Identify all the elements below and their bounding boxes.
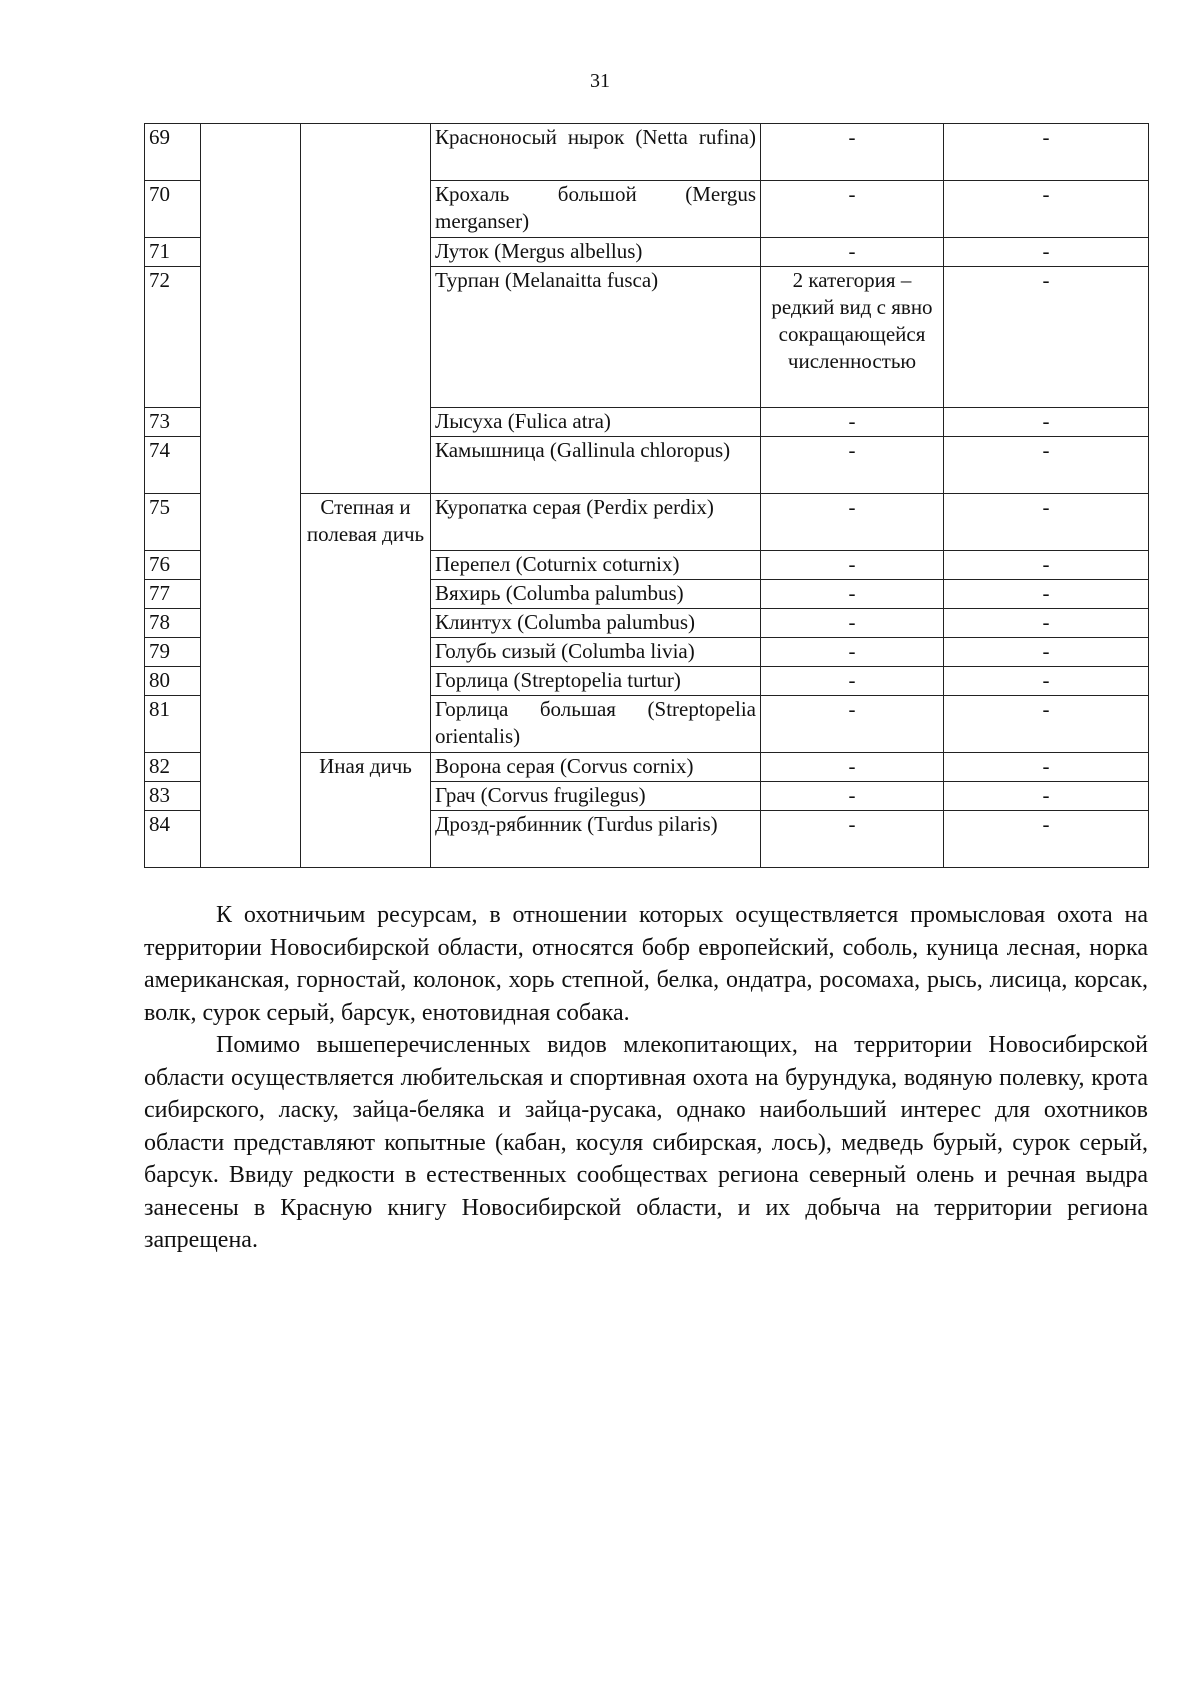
note-cell: - [944, 811, 1149, 868]
note-cell: - [944, 267, 1149, 408]
status-cell: 2 категория – редкий вид с явно сокращающейся численностью [761, 267, 944, 408]
status-cell: - [761, 696, 944, 753]
species-name: Горлица большая (Streptopelia orientalis) [431, 696, 761, 753]
status-cell: - [761, 667, 944, 696]
status-cell: - [761, 124, 944, 181]
note-cell: - [944, 580, 1149, 609]
row-number: 69 [145, 124, 201, 181]
species-name: Горлица (Streptopelia turtur) [431, 667, 761, 696]
group-label-other: Иная дичь [301, 753, 431, 868]
row-number: 76 [145, 551, 201, 580]
note-cell: - [944, 494, 1149, 551]
status-cell: - [761, 580, 944, 609]
species-name: Куропатка серая (Perdix perdix) [431, 494, 761, 551]
note-cell: - [944, 551, 1149, 580]
note-cell: - [944, 696, 1149, 753]
species-name: Клинтух (Columba palumbus) [431, 609, 761, 638]
table-row [145, 124, 1149, 181]
row-number: 81 [145, 696, 201, 753]
row-number: 70 [145, 181, 201, 238]
status-cell: - [761, 238, 944, 267]
row-number: 73 [145, 408, 201, 437]
species-name: Грач (Corvus frugilegus) [431, 782, 761, 811]
species-name: Крохаль большой (Mergus merganser) [431, 181, 761, 238]
status-cell: - [761, 551, 944, 580]
species-name: Луток (Mergus albellus) [431, 238, 761, 267]
row-number: 79 [145, 638, 201, 667]
status-cell: - [761, 437, 944, 494]
group-label-steppe: Степная и полевая дичь [301, 494, 431, 753]
note-cell: - [944, 408, 1149, 437]
category-cell [201, 124, 301, 868]
note-cell: - [944, 638, 1149, 667]
note-cell: - [944, 782, 1149, 811]
row-number: 83 [145, 782, 201, 811]
species-table [144, 123, 1149, 868]
row-number: 74 [145, 437, 201, 494]
status-cell: - [761, 494, 944, 551]
species-name: Красноносый нырок (Netta rufina) [431, 124, 761, 181]
note-cell: - [944, 181, 1149, 238]
status-cell: - [761, 753, 944, 782]
row-number: 84 [145, 811, 201, 868]
note-cell: - [944, 667, 1149, 696]
row-number: 75 [145, 494, 201, 551]
row-number: 82 [145, 753, 201, 782]
species-name: Ворона серая (Corvus cornix) [431, 753, 761, 782]
page-number: 31 [590, 70, 610, 92]
status-cell: - [761, 782, 944, 811]
row-number: 72 [145, 267, 201, 408]
status-cell: - [761, 609, 944, 638]
paragraph: Помимо вышеперечисленных видов млекопитающих, на территории Новосибирской области осуществляется любительская и спортивная охота на бурундука, водяную полевку, крота сибирского, ласку, зайца-беляка и зайца-русака, однако наибольший интерес для охотников области представляют копытные (кабан, косуля сибирская, лось), медведь бурый, сурок серый, барсук. Ввиду редкости в естественных сообществах региона северный олень и речная выдра занесены в Красную книгу Новосибирской области, и их добыча на территории региона запрещена. [144, 1032, 1148, 1253]
species-name: Дрозд-рябинник (Turdus pilaris) [431, 811, 761, 868]
row-number: 80 [145, 667, 201, 696]
species-name: Лысуха (Fulica atra) [431, 408, 761, 437]
status-cell: - [761, 181, 944, 238]
body-text [144, 899, 1148, 1257]
note-cell: - [944, 124, 1149, 181]
group-cell [301, 124, 431, 494]
note-cell: - [944, 437, 1149, 494]
status-cell: - [761, 811, 944, 868]
species-name: Голубь сизый (Columba livia) [431, 638, 761, 667]
row-number: 71 [145, 238, 201, 267]
species-name: Вяхирь (Columba palumbus) [431, 580, 761, 609]
paragraph: К охотничьим ресурсам, в отношении которых осуществляется промысловая охота на территории Новосибирской области, относятся бобр европейский, соболь, куница лесная, норка американская, горностай, колонок, хорь степной, белка, ондатра, росомаха, рысь, лисица, корсак, волк, сурок серый, барсук, енотовидная собака. [144, 902, 1148, 1026]
species-name: Камышница (Gallinula chloropus) [431, 437, 761, 494]
row-number: 77 [145, 580, 201, 609]
status-cell: - [761, 408, 944, 437]
species-name: Турпан (Melanaitta fusca) [431, 267, 761, 408]
status-cell: - [761, 638, 944, 667]
note-cell: - [944, 609, 1149, 638]
species-name: Перепел (Coturnix coturnix) [431, 551, 761, 580]
note-cell: - [944, 753, 1149, 782]
row-number: 78 [145, 609, 201, 638]
note-cell: - [944, 238, 1149, 267]
